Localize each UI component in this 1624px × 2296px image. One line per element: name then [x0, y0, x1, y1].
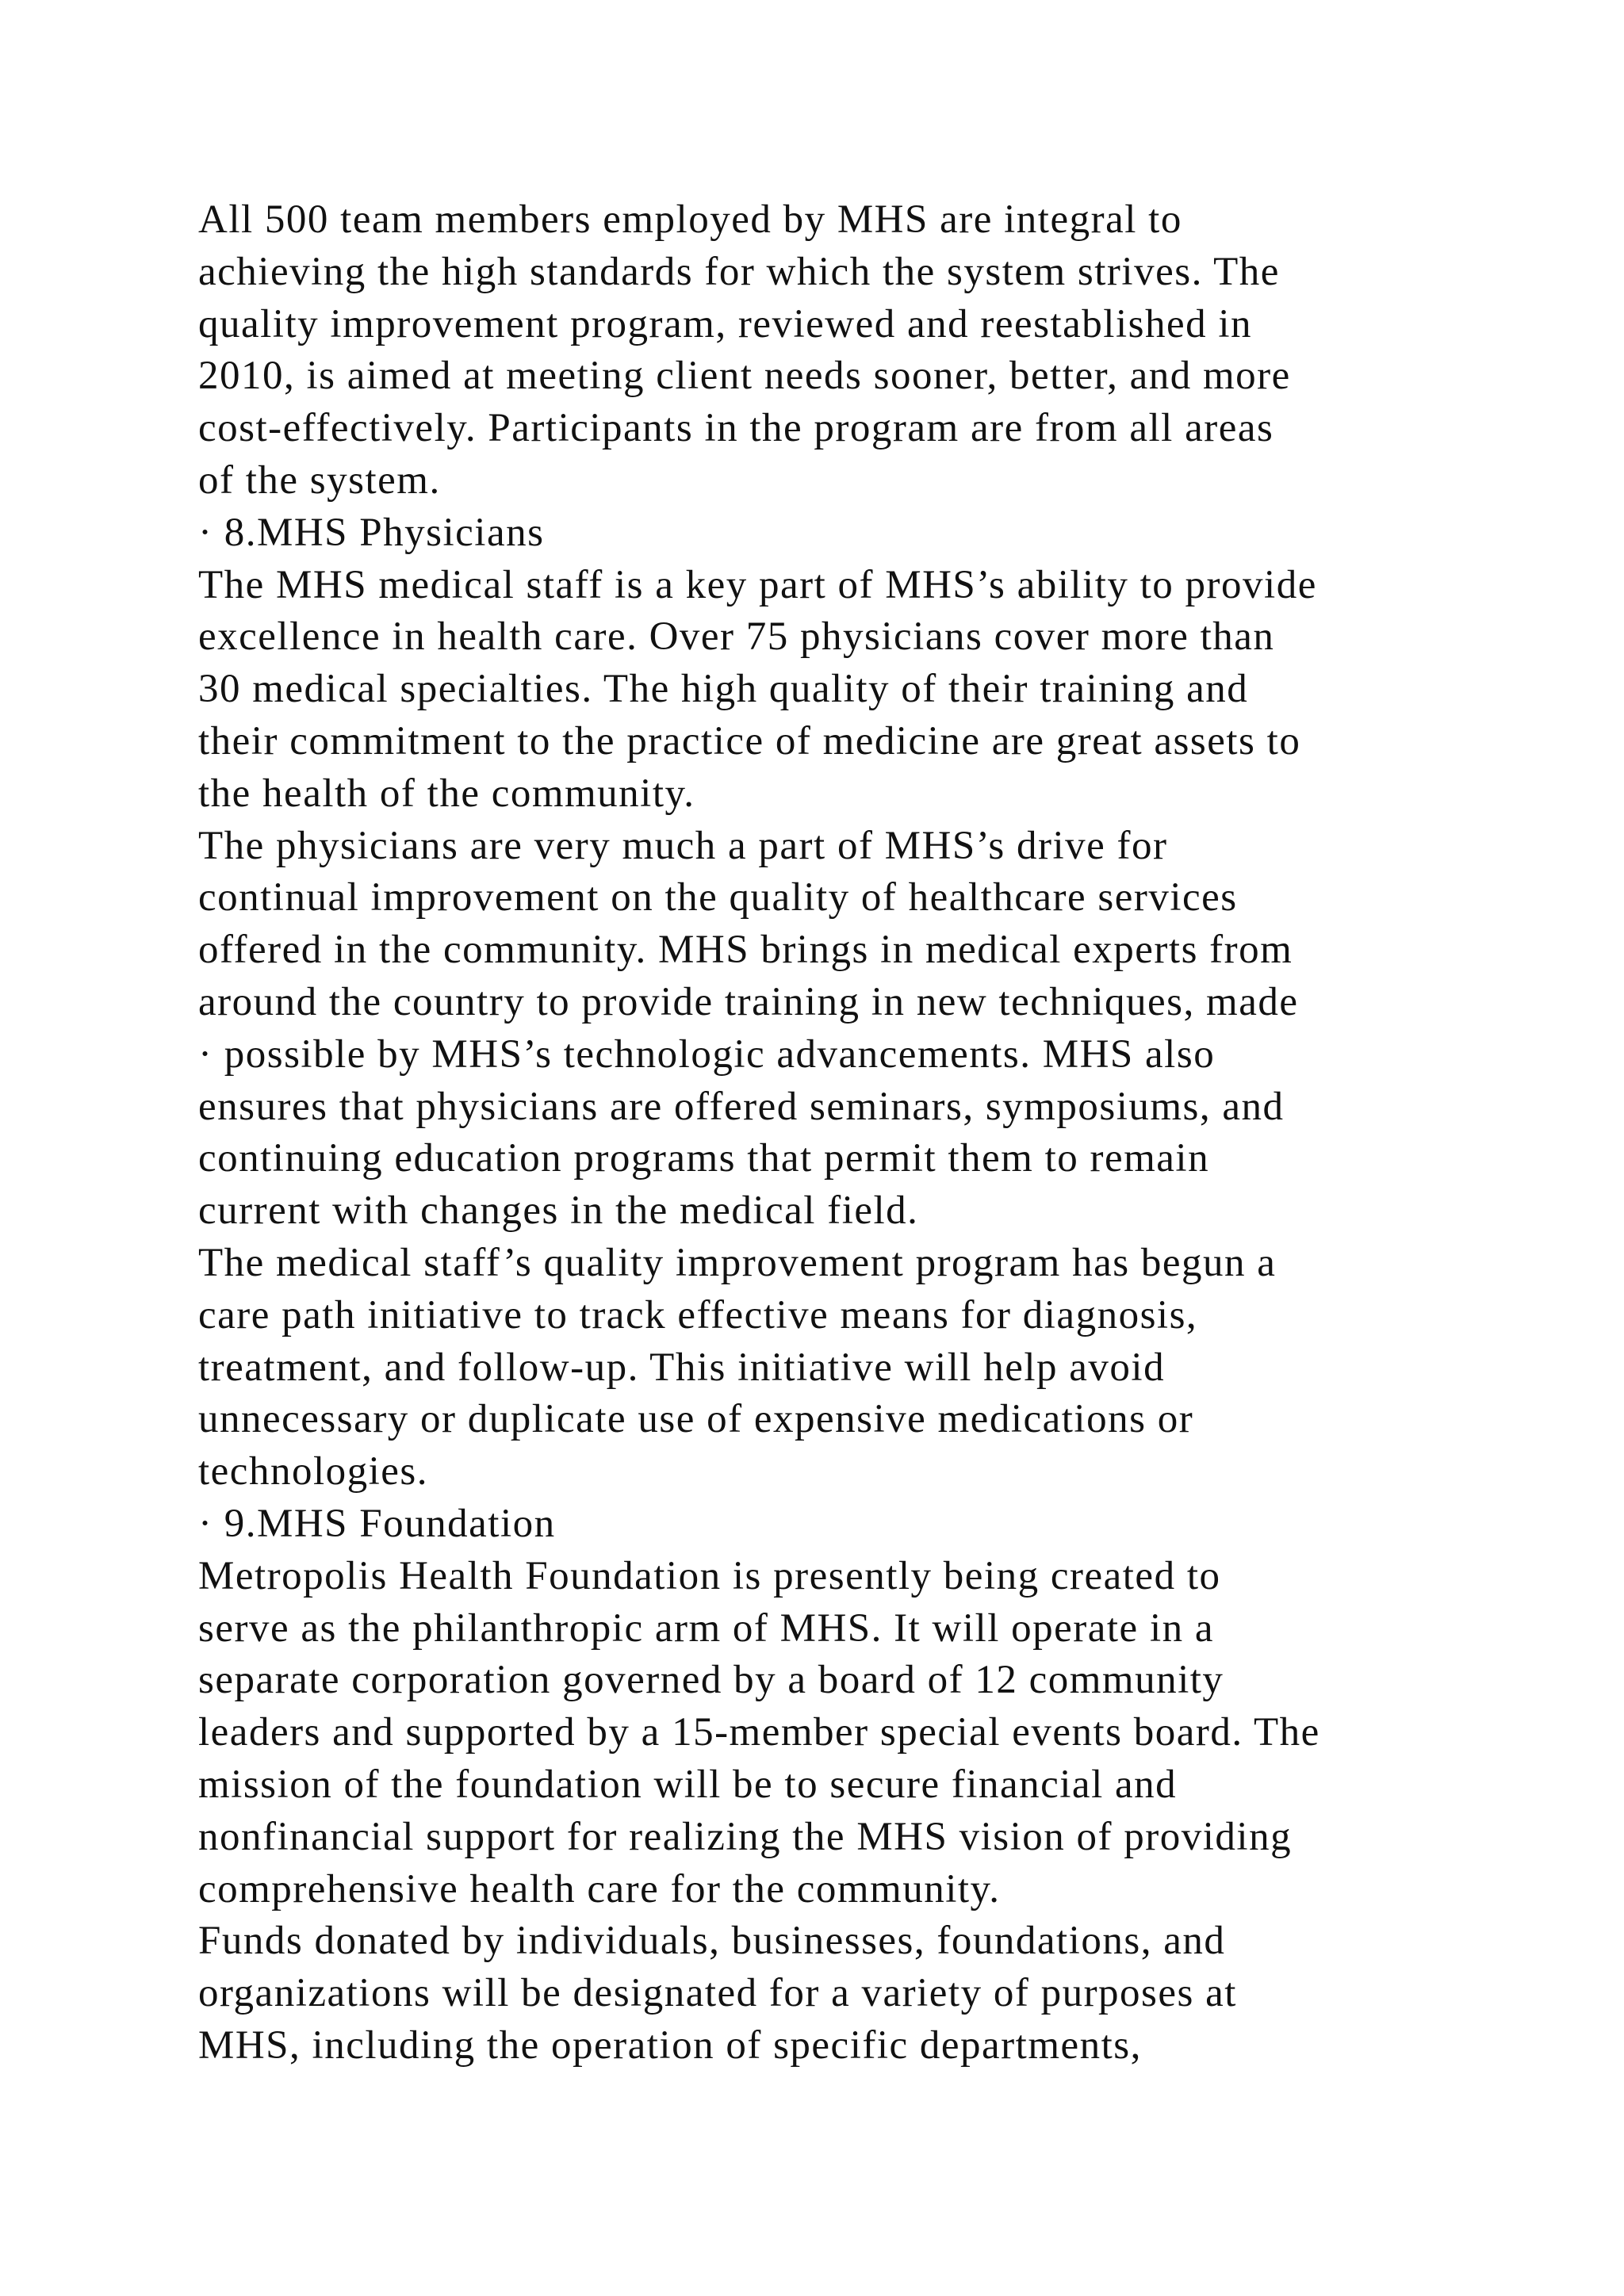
text-line: 30 medical specialties. The high quality of their training and — [198, 667, 1249, 712]
text-line: 2010, is aimed at meeting client needs sooner, better, and more — [198, 354, 1291, 399]
text-line: All 500 team members employed by MHS are integral to — [198, 197, 1182, 242]
text-line: organizations will be designated for a variety of purposes at — [198, 1971, 1237, 2016]
text-line: comprehensive health care for the community. — [198, 1866, 1001, 1911]
text-line: mission of the foundation will be to secure financial and — [198, 1762, 1178, 1807]
text-line: ensures that physicians are offered seminars, symposiums, and — [198, 1084, 1285, 1129]
text-line: MHS, including the operation of specific departments, — [198, 2022, 1142, 2068]
text-line: quality improvement program, reviewed and reestablished in — [198, 301, 1253, 346]
text-line: The MHS medical staff is a key part of MHS’s ability to provide — [198, 562, 1317, 607]
document-body — [198, 194, 1467, 2072]
section-heading-mhs-foundation: · 9.MHS Foundation — [198, 1501, 556, 1546]
text-line: · possible by MHS’s technologic advancements. MHS also — [198, 1031, 1216, 1077]
text-line: serve as the philanthropic arm of MHS. It will operate in a — [198, 1605, 1214, 1651]
text-line: offered in the community. MHS brings in medical experts from — [198, 928, 1293, 973]
text-line: leaders and supported by a 15-member special events board. The — [198, 1710, 1320, 1755]
text-line: technologies. — [198, 1449, 429, 1494]
text-line: the health of the community. — [198, 771, 695, 816]
text-line: separate corporation governed by a board of 12 community — [198, 1658, 1224, 1703]
text-line: continuing education programs that permit them to remain — [198, 1136, 1210, 1181]
text-line: treatment, and follow-up. This initiative will help avoid — [198, 1345, 1166, 1390]
text-line: cost-effectively. Participants in the program are from all areas — [198, 406, 1274, 451]
text-line: continual improvement on the quality of healthcare services — [198, 875, 1238, 920]
text-line: current with changes in the medical field. — [198, 1188, 919, 1234]
text-line: their commitment to the practice of medicine are great assets to — [198, 718, 1301, 763]
text-line: achieving the high standards for which the system strives. The — [198, 249, 1280, 294]
text-line: Funds donated by individuals, businesses, foundations, and — [198, 1919, 1226, 1964]
text-line: nonfinancial support for realizing the MHS vision of providing — [198, 1814, 1293, 1859]
text-line: care path initiative to track effective means for diagnosis, — [198, 1292, 1198, 1337]
text-line: The medical staff’s quality improvement program has begun a — [198, 1240, 1277, 1285]
text-line: Metropolis Health Foundation is presently being created to — [198, 1553, 1221, 1598]
section-heading-mhs-physicians: · 8.MHS Physicians — [198, 510, 545, 555]
text-line: of the system. — [198, 457, 441, 503]
text-line: unnecessary or duplicate use of expensive medications or — [198, 1397, 1194, 1442]
text-line: excellence in health care. Over 75 physicians cover more than — [198, 614, 1275, 660]
text-line: around the country to provide training in new techniques, made — [198, 979, 1299, 1024]
text-line: The physicians are very much a part of MHS’s drive for — [198, 823, 1168, 868]
